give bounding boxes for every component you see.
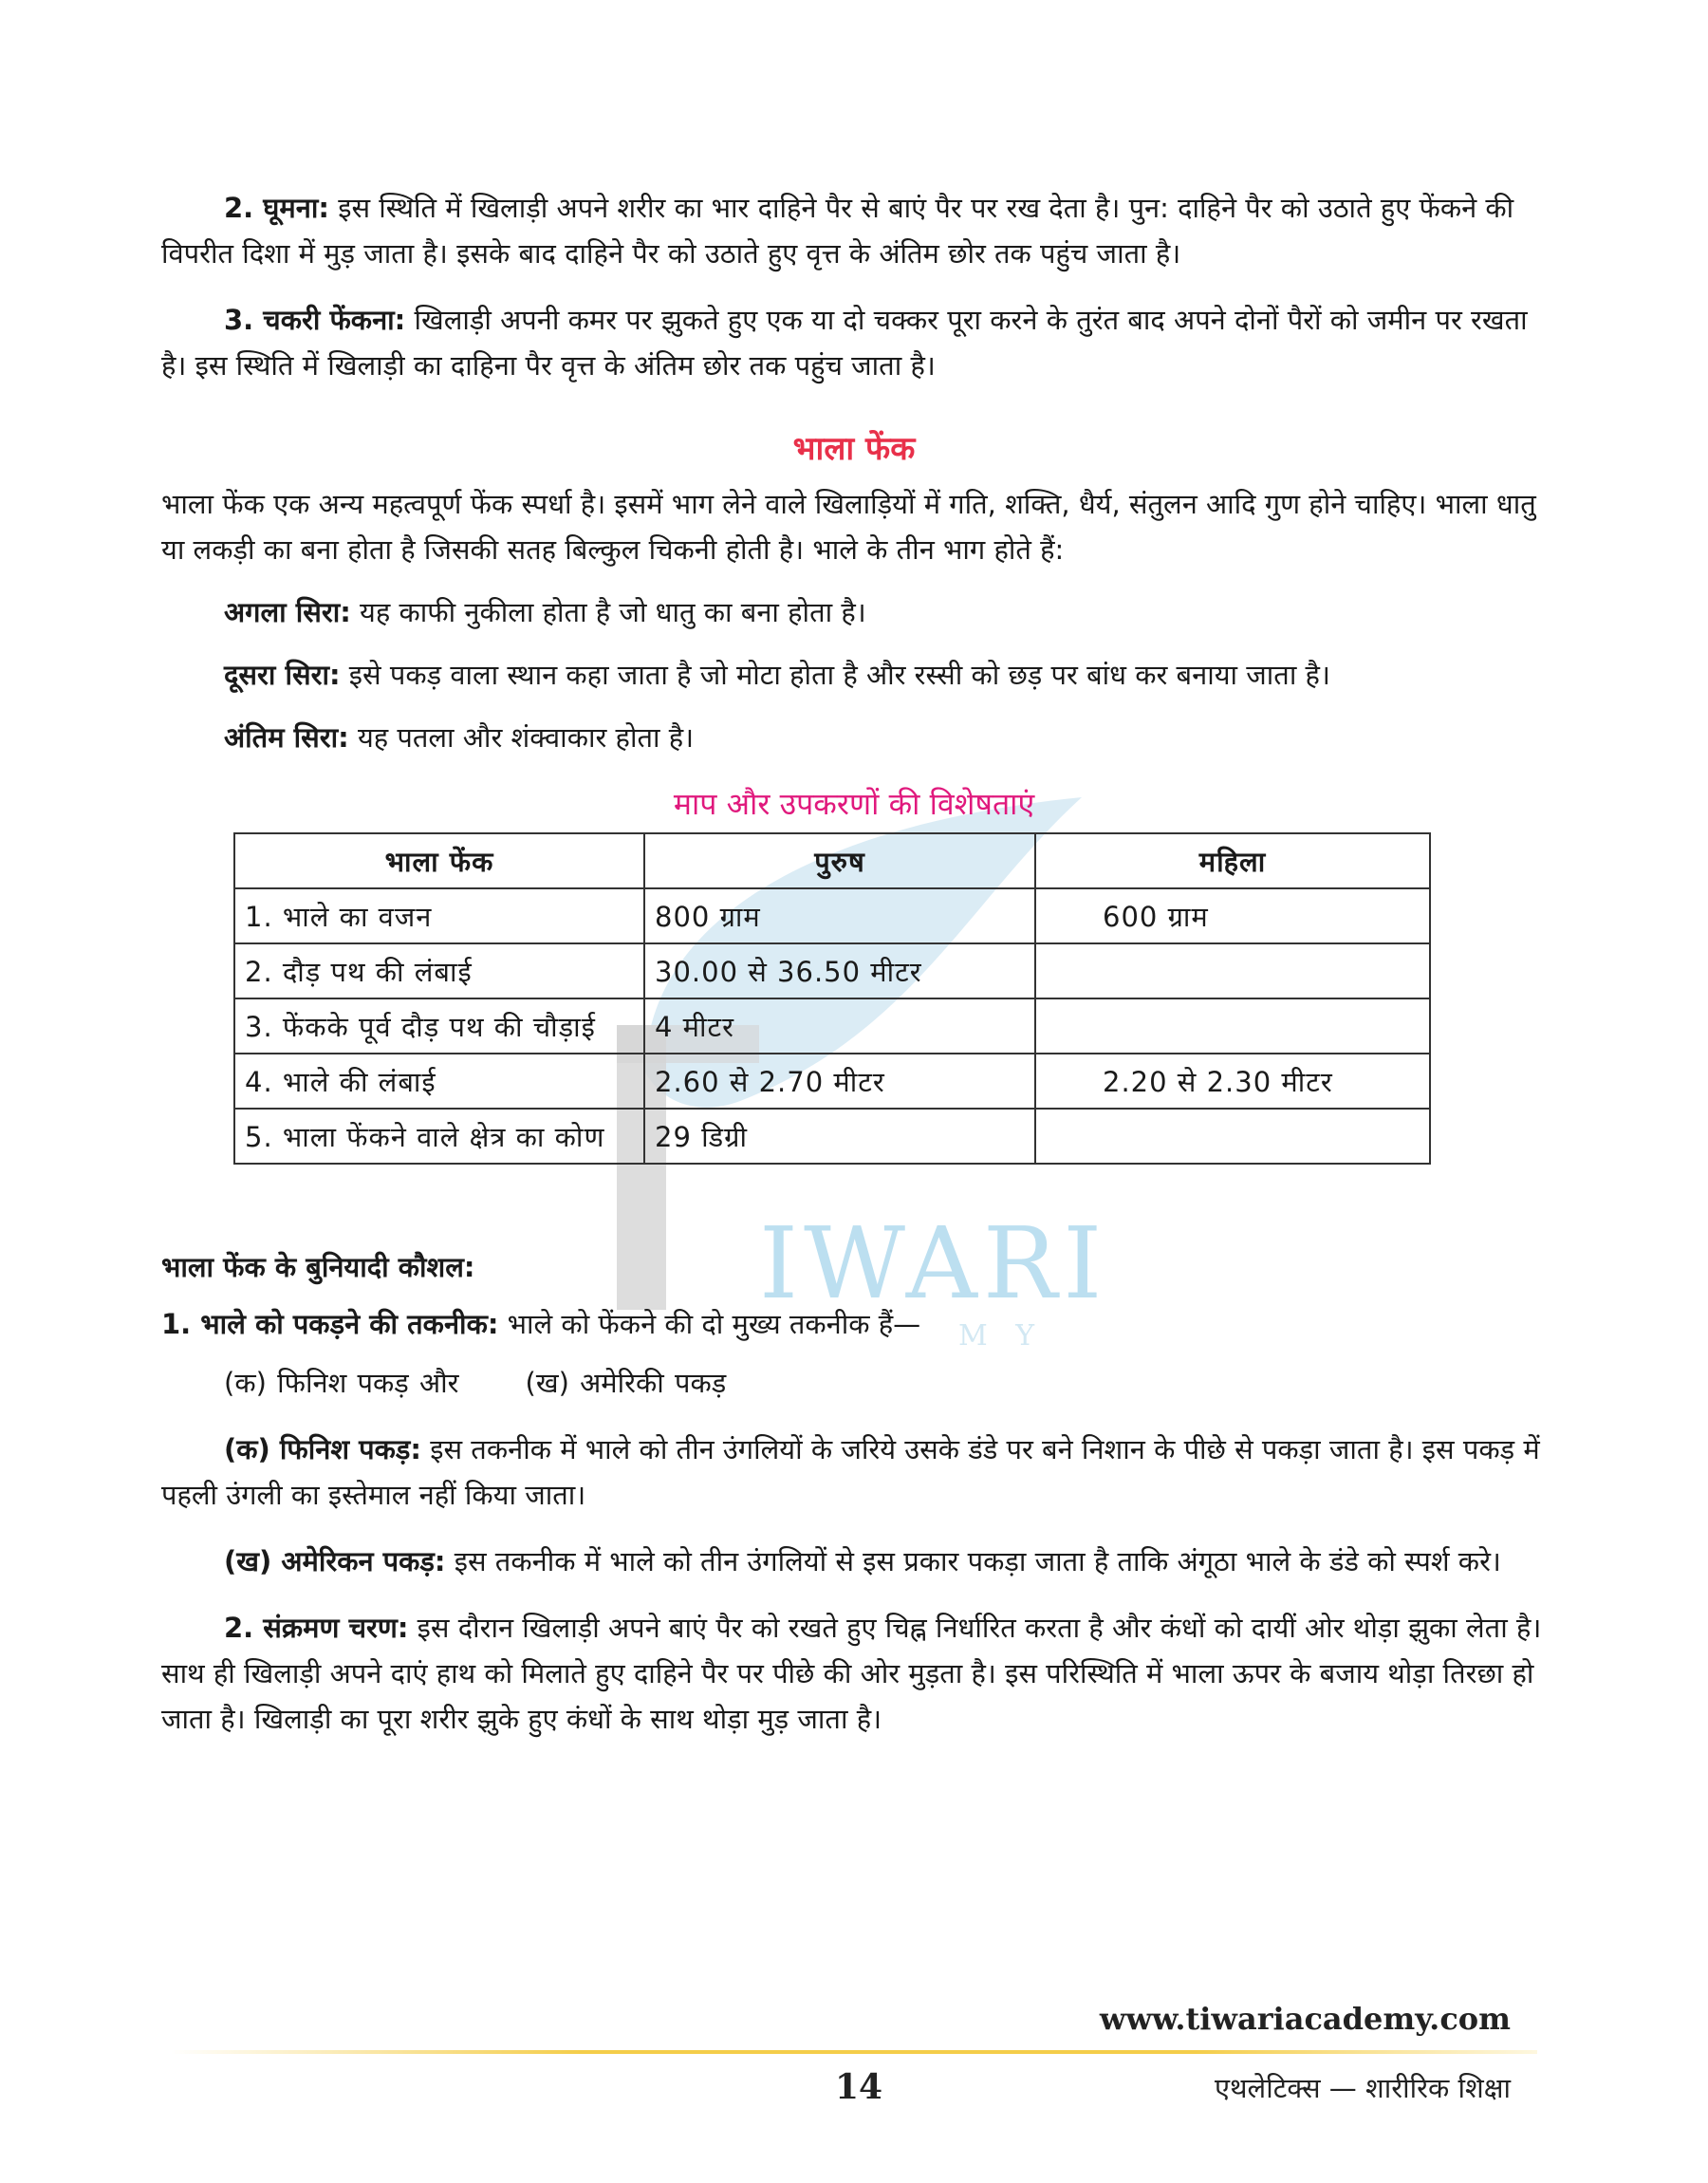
watermark-word: IWARI	[759, 1205, 1108, 1321]
section-title: भाला फेंक	[792, 430, 916, 468]
skills-heading: भाला फेंक के बुनियादी कौशल:	[161, 1251, 475, 1283]
paragraph-text: यह काफी नुकीला होता है जो धातु का बना होता है।	[350, 596, 866, 628]
paragraph-text: इस तकनीक में भाले को तीन उंगलियों से इस प्रकार पकड़ा जाता है ताकि अंगूठा भाले के डंडे को स्पर्श करे।	[445, 1545, 1501, 1577]
header-cell: पुरुष	[644, 833, 1035, 888]
paragraph-text: खिलाड़ी अपनी कमर पर झुकते हुए एक या दो चक्कर पूरा करने के तुरंत बाद अपने दोनों पैरों को जमीन पर रखता है। इस स्थिति में खिलाड़ी का दाहिना पैर वृत्त के अंतिम छोर तक पहुंच जाता है।	[161, 304, 1528, 382]
table-cell: 1. भाले का वजन	[234, 888, 644, 943]
table-cell: 29 डिग्री	[644, 1109, 1035, 1164]
paragraph-text: भाले को फेंकने की दो मुख्य तकनीक हैं—	[498, 1308, 921, 1340]
paragraph-finnish-grip	[161, 1427, 1547, 1518]
term-label: 1. भाले को पकड़ने की तकनीक:	[161, 1308, 499, 1340]
table-cell: 30.00 से 36.50 मीटर	[644, 943, 1035, 998]
header-cell: भाला फेंक	[234, 833, 644, 888]
table-cell: 800 ग्राम	[644, 888, 1035, 943]
paragraph-text: इस तकनीक में भाले को तीन उंगलियों के जरिये उसके डंडे पर बने निशान के पीछे से पकड़ा जाता है। इस पकड़ में पहली उंगली का इस्तेमाल नहीं किया जाता।	[161, 1433, 1540, 1511]
paragraph-rotation	[161, 185, 1547, 276]
grip-option-finnish: (क) फिनिश पकड़ और	[224, 1367, 459, 1399]
intro-paragraph: भाला फेंक एक अन्य महत्वपूर्ण फेंक स्पर्धा है। इसमें भाग लेने वाले खिलाड़ियों में गति, शक्ति, धैर्य, संतुलन आदि गुण होने चाहिए। भाला धातु या लकड़ी का बना होता है जिसकी सतह बिल्कुल चिकनी होती है। भाले के तीन भाग होते हैं:	[161, 488, 1536, 566]
term-label: अगला सिरा:	[224, 596, 351, 628]
term-label: (ख) अमेरिकन पकड़:	[224, 1545, 446, 1577]
specifications-table	[233, 832, 1431, 1165]
footer-website-url[interactable]: www.tiwariacademy.com	[1099, 2001, 1511, 2037]
table-row	[234, 998, 1430, 1054]
table-row	[234, 888, 1430, 943]
table-cell: 2.20 से 2.30 मीटर	[1035, 1054, 1430, 1109]
term-label: 2. घूमना:	[224, 192, 329, 224]
paragraph-transition-phase	[161, 1605, 1547, 1742]
table-cell	[1035, 998, 1430, 1054]
paragraph-text: इस स्थिति में खिलाड़ी अपने शरीर का भार दाहिने पैर से बाएं पैर पर रख देता है। पुन: दाहिने पैर को उठाते हुए फेंकने की विपरीत दिशा में मुड़ जाता है। इसके बाद दाहिने पैर को उठाते हुए वृत्त के अंतिम छोर तक पहुंच जाता है।	[161, 192, 1514, 270]
table-cell: 2. दौड़ पथ की लंबाई	[234, 943, 644, 998]
table-cell: 4. भाले की लंबाई	[234, 1054, 644, 1109]
paragraph-text: इस दौरान खिलाड़ी अपने बाएं पैर को रखते हुए चिह्न निर्धारित करता है और कंधों को दायीं ओर थोड़ा झुका लेता है। साथ ही खिलाड़ी अपने दाएं हाथ को मिलाते हुए दाहिने पैर पर पीछे की ओर मुड़ता है। इस परिस्थिति में भाला ऊपर के बजाय थोड़ा तिरछा हो जाता है। खिलाड़ी का पूरा शरीर झुके हुए कंधों के साथ थोड़ा मुड़ जाता है।	[161, 1612, 1542, 1735]
table-header-row	[234, 833, 1430, 888]
table-row	[234, 1109, 1430, 1164]
header-cell: महिला	[1035, 833, 1430, 888]
term-label: (क) फिनिश पकड़:	[224, 1433, 422, 1465]
term-label: 3. चकरी फेंकना:	[224, 304, 406, 336]
watermark-subword: M Y	[958, 1319, 1045, 1353]
term-label: 2. संक्रमण चरण:	[224, 1612, 409, 1644]
table-cell	[1035, 943, 1430, 998]
part-tail	[161, 715, 1547, 760]
table-cell: 600 ग्राम	[1035, 888, 1430, 943]
footer-divider	[171, 2050, 1537, 2054]
table-row	[234, 1054, 1430, 1109]
term-label: अंतिम सिरा:	[224, 721, 349, 754]
grip-option-american: (ख) अमेरिकी पकड़	[525, 1367, 727, 1399]
part-grip	[161, 652, 1547, 698]
table-cell	[1035, 1109, 1430, 1164]
table-cell: 4 मीटर	[644, 998, 1035, 1054]
paragraph-spin-throw	[161, 297, 1547, 388]
paragraph-text: इसे पकड़ वाला स्थान कहा जाता है जो मोटा होता है और रस्सी को छड़ पर बांध कर बनाया जाता है।	[340, 659, 1330, 691]
main-content	[161, 185, 1547, 1742]
table-cell: 3. फेंकके पूर्व दौड़ पथ की चौड़ाई	[234, 998, 644, 1054]
table-cell: 5. भाला फेंकने वाले क्षेत्र का कोण	[234, 1109, 644, 1164]
part-front-tip	[161, 589, 1547, 635]
table-row	[234, 943, 1430, 998]
footer-subject: एथलेटिक्स — शारीरिक शिक्षा	[1214, 2072, 1511, 2104]
table-cell: 2.60 से 2.70 मीटर	[644, 1054, 1035, 1109]
grip-technique	[161, 1301, 1547, 1347]
grip-options	[161, 1360, 1547, 1406]
paragraph-american-grip	[161, 1539, 1547, 1584]
paragraph-text: यह पतला और शंक्वाकार होता है।	[348, 721, 695, 754]
table-caption: माप और उपकरणों की विशेषताएं	[673, 786, 1035, 822]
term-label: दूसरा सिरा:	[224, 659, 341, 691]
page-number: 14	[835, 2067, 883, 2107]
